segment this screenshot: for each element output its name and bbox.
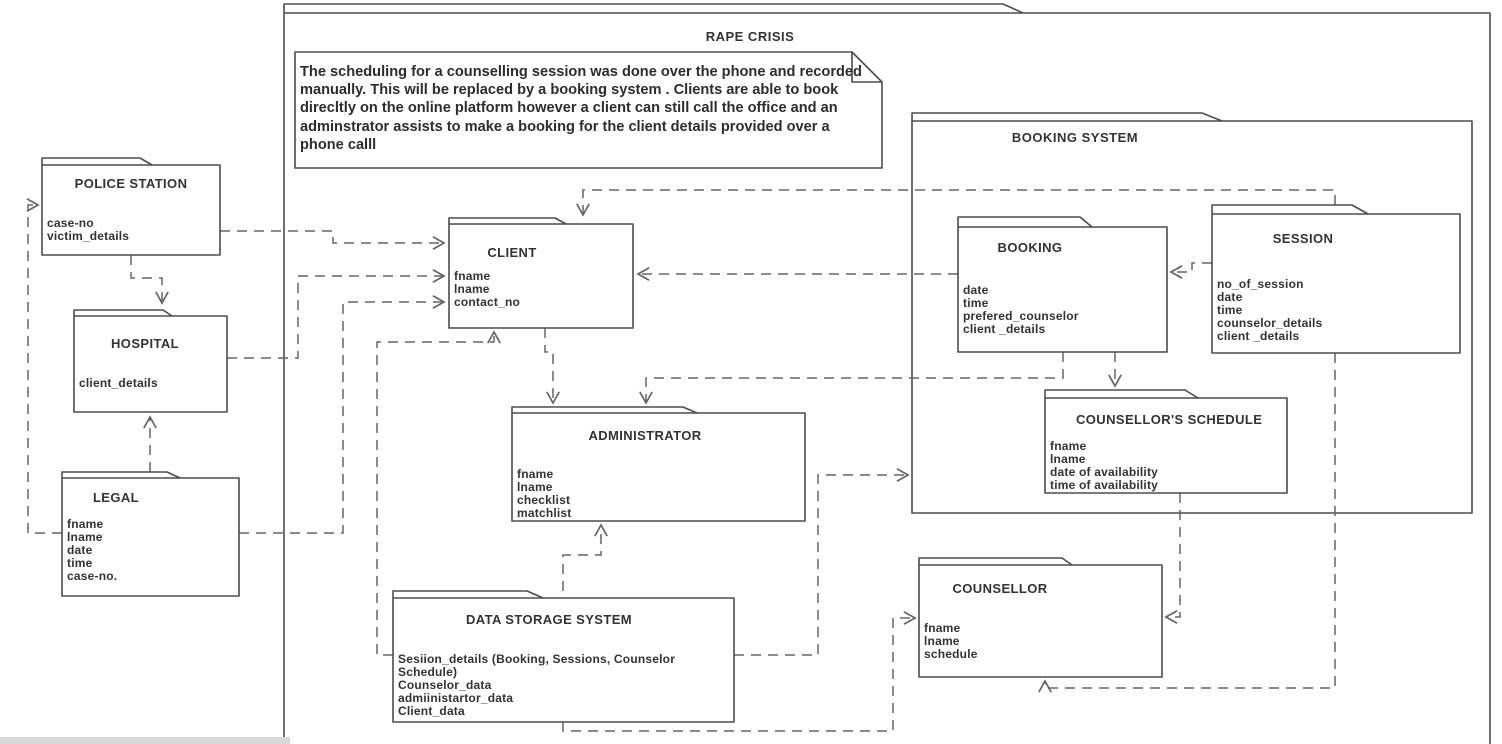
attribute: time: [963, 296, 989, 310]
connector-legal-client: [239, 302, 444, 533]
entity-data-storage-system[interactable]: [393, 591, 734, 722]
connector-hospital-client: [227, 276, 444, 358]
entity-attributes: [1050, 440, 1281, 492]
entity-administrator[interactable]: [512, 407, 805, 521]
entity-title: ADMINISTRATOR: [588, 428, 702, 443]
attribute: client _details: [963, 322, 1046, 336]
entity-attributes: [454, 270, 627, 309]
attribute: Counselor_data: [398, 678, 492, 692]
entity-title: HOSPITAL: [111, 336, 179, 351]
attribute: victim_details: [47, 229, 130, 243]
attribute: time: [1217, 303, 1243, 317]
entity-attributes: [67, 518, 233, 583]
entity-title: DATA STORAGE SYSTEM: [465, 612, 633, 627]
entity-attributes: [398, 653, 714, 718]
attribute: lname: [924, 634, 960, 648]
attribute: fname: [454, 269, 491, 283]
attribute: date: [963, 283, 989, 297]
frame-title-rape-crisis: RAPE CRISIS: [705, 29, 795, 44]
attribute: admiinistartor_data: [398, 691, 514, 705]
entity-title: COUNSELLOR: [952, 581, 1048, 596]
attribute: date: [67, 543, 93, 557]
canvas-edge: [0, 737, 290, 744]
entity-title: BOOKING: [997, 240, 1063, 255]
entity-legal[interactable]: [62, 472, 239, 596]
entity-attributes: [1217, 278, 1454, 343]
attribute: prefered_counselor: [963, 309, 1079, 323]
attribute: lname: [517, 480, 553, 494]
attribute: Sesiion_details (Booking, Sessions, Counselor Schedule): [398, 652, 676, 679]
attribute: client_details: [79, 376, 158, 390]
attribute: client _details: [1217, 329, 1300, 343]
note-text: The scheduling for a counselling session was done over the phone and recorded manually. This will be replaced by a booking system . Clients are able to book direcltly on the online platform however a client can still call the office and an adminstrator assists to make a booking for the client details provided over a phone calll: [300, 64, 862, 153]
attribute: date: [1217, 290, 1243, 304]
connector-police-hospital: [131, 255, 162, 303]
attribute: case-no: [47, 216, 94, 230]
attribute: lname: [1050, 452, 1086, 466]
entity-attributes: [517, 468, 799, 520]
attribute: fname: [517, 467, 554, 481]
attribute: schedule: [924, 647, 978, 661]
entity-attributes: [924, 622, 1156, 661]
entity-attributes: [47, 217, 214, 243]
entity-counsellors-schedule[interactable]: [1045, 390, 1287, 493]
connector-client-administrator: [545, 328, 553, 403]
entity-title: POLICE STATION: [74, 176, 188, 191]
attribute: time: [67, 556, 93, 570]
entity-title: CLIENT: [487, 245, 537, 260]
attribute: Client_data: [398, 704, 465, 718]
entity-attributes: [963, 284, 1161, 336]
attribute: case-no.: [67, 569, 118, 583]
attribute: checklist: [517, 493, 571, 507]
entity-booking[interactable]: [958, 217, 1167, 352]
attribute: date of availability: [1050, 465, 1159, 479]
attribute: fname: [924, 621, 961, 635]
entity-client[interactable]: [449, 218, 633, 328]
attribute: lname: [67, 530, 103, 544]
entity-hospital[interactable]: [74, 310, 227, 412]
attribute: contact_no: [454, 295, 521, 309]
entity-title: COUNSELLOR'S SCHEDULE: [1076, 412, 1263, 427]
connector-datastorage-administrator: [563, 525, 601, 591]
attribute: matchlist: [517, 506, 572, 520]
attribute: no_of_session: [1217, 277, 1304, 291]
frame-title-booking-system: BOOKING SYSTEM: [1011, 130, 1139, 145]
attribute: counselor_details: [1217, 316, 1323, 330]
entity-police-station[interactable]: [42, 158, 220, 255]
entity-title: LEGAL: [92, 490, 140, 505]
entity-attributes: [79, 377, 221, 390]
attribute: time of availability: [1050, 478, 1159, 492]
entity-session[interactable]: [1212, 205, 1460, 353]
attribute: fname: [67, 517, 104, 531]
attribute: lname: [454, 282, 490, 296]
entity-title: SESSION: [1272, 231, 1334, 246]
entity-counsellor[interactable]: [919, 558, 1162, 677]
attribute: fname: [1050, 439, 1087, 453]
connector-police-client: [220, 231, 444, 243]
